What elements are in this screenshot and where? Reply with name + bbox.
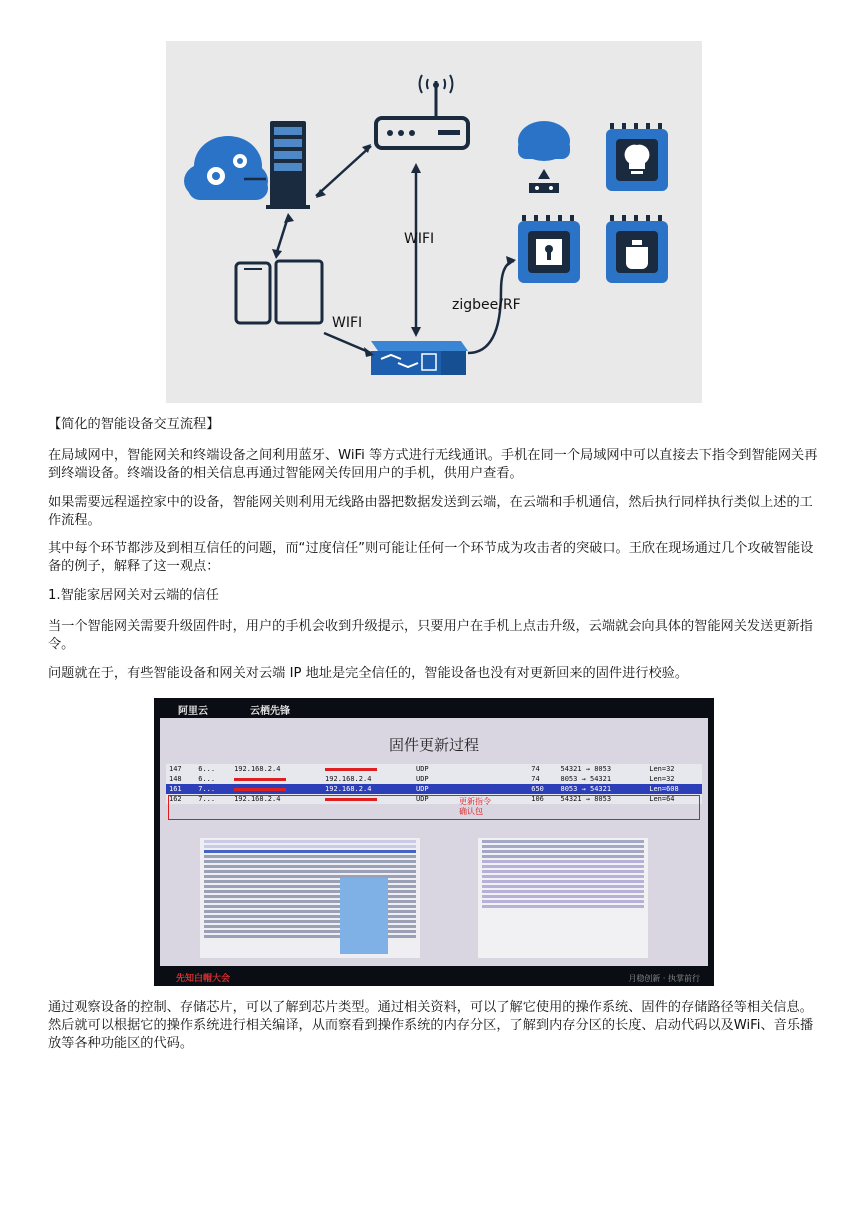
- packet-info: Len=608: [649, 785, 679, 793]
- packet-info: Len=32: [649, 775, 675, 783]
- packet-ports: 8053 → 54321: [560, 775, 612, 783]
- packet-proto: UDP: [416, 795, 429, 803]
- annotation-update-command: 更新指令: [459, 797, 491, 806]
- figure-caption: 【简化的智能设备交互流程】: [48, 417, 220, 432]
- packet-time: 7...: [198, 795, 216, 803]
- smart-bulb-chip-icon: [606, 129, 668, 191]
- smart-gateway-icon: [371, 341, 468, 375]
- paragraph-1: 在局域网中，智能网关和终端设备之间利用蓝牙、WiFi 等方式进行无线通讯。手机在同一个局域网中可以直接去下指令到智能网关再到终端设备。终端设备的相关信息再通过智能网关传回用户的手机，供用户查看。: [48, 448, 818, 481]
- paragraph-2: 如果需要远程遥控家中的设备，智能网关则利用无线路由器把数据发送到云端，在云端和手机通信，然后执行同样执行类似上述的工作流程。: [48, 495, 813, 528]
- packet-ports: 8053 → 54321: [560, 785, 612, 793]
- packet-dst: 192.168.2.4: [325, 775, 372, 783]
- wifi-label-vertical: WIFI: [404, 231, 435, 247]
- conference-footer-left: 先知白帽大会: [176, 974, 231, 984]
- packet-src: 192.168.2.4: [234, 765, 281, 773]
- smart-lock-chip-icon: [518, 221, 580, 283]
- packet-proto: UDP: [416, 765, 429, 773]
- paragraph-6: 通过观察设备的控制、存储芯片，可以了解到芯片类型。通过相关资料，可以了解它使用的操作系统、固件的存储路径等相关信息。然后就可以根据它的操作系统进行相关编译，从而察看到操作系统的内存分区，了解到内存分区的长度、启动代码以及WiFi、音乐播放等各种功能区的代码。: [48, 1000, 814, 1051]
- packet-time: 7...: [198, 785, 216, 793]
- interaction-diagram: [166, 41, 702, 403]
- packet-ports: 54321 → 8053: [560, 765, 612, 773]
- slide-screen: [160, 718, 708, 966]
- packet-len: 74: [531, 765, 540, 773]
- packet-len: 74: [531, 775, 540, 783]
- packet-time: 6...: [198, 765, 216, 773]
- packet-src: [231, 784, 322, 794]
- conference-footer-right: 月稳创新 · 执掌前行: [628, 974, 700, 983]
- zigbee-label: zigbee/RF: [452, 297, 521, 313]
- packet-row-selected: [166, 784, 702, 794]
- cloud-network-icon: [518, 121, 570, 193]
- packet-no: 148: [169, 775, 182, 783]
- packet-no: 162: [169, 795, 182, 803]
- paragraph-3: 其中每个环节都涉及到相互信任的问题，而“过度信任”则可能让任何一个环节成为攻击者的突破口。王欣在现场通过几个攻破智能设备的例子，解释了这一观点：: [48, 541, 814, 574]
- wifi-label-bottom: WIFI: [332, 315, 363, 331]
- http-response-panel: [478, 838, 648, 958]
- wifi-router-icon: [376, 75, 468, 148]
- paragraph-4: 当一个智能网关需要升级固件时，用户的手机会收到升级提示，只要用户在手机上点击升级，云端就会向具体的智能网关发送更新指令。: [48, 619, 813, 652]
- packet-info: Len=64: [649, 795, 675, 803]
- packet-no: 147: [169, 765, 182, 773]
- yunqi-logo: 云栖先锋: [250, 706, 290, 717]
- server-icon: [266, 121, 310, 209]
- diagram-graphics: [166, 41, 702, 403]
- packet-len: 106: [531, 795, 544, 803]
- redaction-mark: [325, 768, 377, 771]
- packet-proto: UDP: [416, 775, 429, 783]
- redaction-mark: [234, 788, 286, 791]
- packet-proto: UDP: [416, 785, 429, 793]
- arrow-heads: [272, 144, 516, 357]
- packet-row: [166, 764, 702, 774]
- paragraph-5: 问题就在于，有些智能设备和网关对云端 IP 地址是完全信任的，智能设备也没有对更新回来的固件进行校验。: [48, 666, 689, 681]
- aliyun-logo: 阿里云: [178, 706, 208, 717]
- cloud-gear-icon: [184, 136, 268, 200]
- packet-no: 161: [169, 785, 182, 793]
- section-heading: 1.智能家居网关对云端的信任: [48, 588, 219, 603]
- packet-dst: [322, 764, 413, 774]
- packet-row: [166, 774, 702, 784]
- packet-len: 650: [531, 785, 544, 793]
- packet-ports: 54321 → 8053: [560, 795, 612, 803]
- packet-dst: 192.168.2.4: [325, 785, 372, 793]
- annotation-confirm-packet: 确认包: [459, 807, 483, 816]
- firmware-update-slide-photo: [154, 698, 714, 986]
- redaction-mark: [234, 778, 286, 781]
- packet-info: Len=32: [649, 765, 675, 773]
- packet-detail-panel: [200, 838, 420, 958]
- packet-src: 192.168.2.4: [234, 795, 281, 803]
- slide-title: 固件更新过程: [388, 736, 479, 754]
- packet-src: [231, 774, 322, 784]
- phone-tablet-icon: [236, 261, 322, 323]
- highlight-box: [168, 795, 700, 820]
- packet-time: 6...: [198, 775, 216, 783]
- smart-kettle-chip-icon: [606, 221, 668, 283]
